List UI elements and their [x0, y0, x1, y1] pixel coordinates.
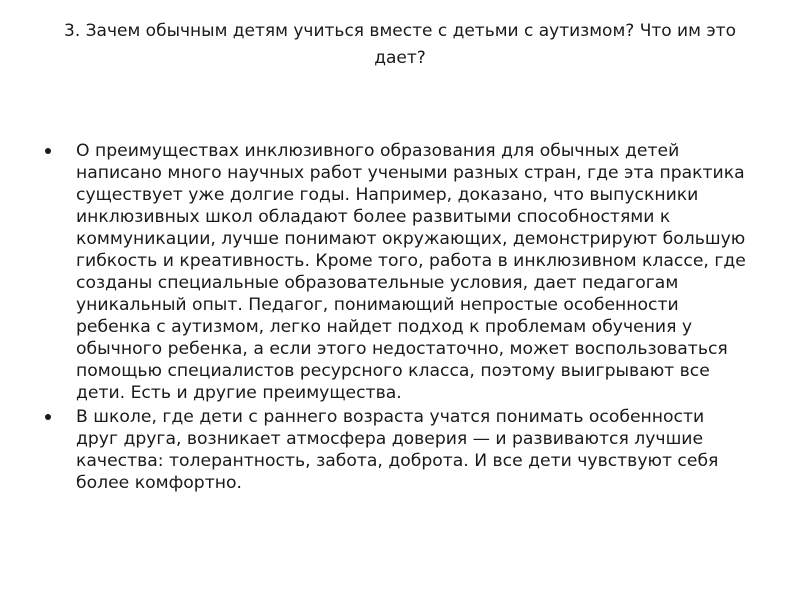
bullet-dot-icon	[45, 148, 51, 154]
bullet-text-2: В школе, где дети с раннего возраста учатся понимать особенности друг друга, возникает атмосфера доверия — и развиваются лучшие качества: толерантность, забота, доброта. И все дети чувствуют себя более комфортно.	[76, 407, 719, 493]
bullet-dot-icon	[45, 414, 51, 420]
bullet-list	[40, 140, 750, 496]
bullet-item-1	[40, 140, 750, 404]
bullet-item-2	[40, 406, 750, 494]
slide-title: 3. Зачем обычным детям учиться вместе с детьми с аутизмом? Что им это дает?	[64, 21, 736, 68]
bullet-text-1: О преимуществах инклюзивного образования для обычных детей написано много научных работ учеными разных стран, где эта практика существует уже долгие годы. Например, доказано, что выпускники инклюзивных школ обладают более развитыми способностями к коммуникации, лучше понимают окружающих, демонстрируют большую гибкость и креативность. Кроме того, работа в инклюзивном классе, где созданы специальные образовательные условия, дает педагогам уникальный опыт. Педагог, понимающий непростые особенности ребенка с аутизмом, легко найдет подход к проблемам обучения у обычного ребенка, а если этого недостаточно, может воспользоваться помощью специалистов ресурсного класса, поэтому выигрывают все дети. Есть и другие преимущества.	[76, 141, 746, 403]
